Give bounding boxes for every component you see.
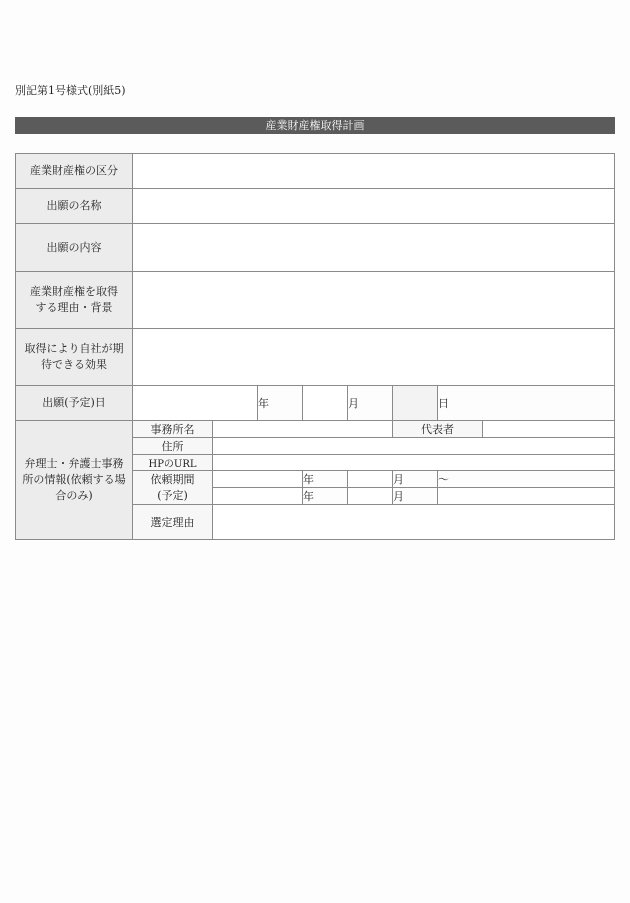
period-separator: ～ bbox=[438, 471, 615, 488]
app-name-label: 出願の名称 bbox=[16, 189, 133, 224]
representative-input[interactable] bbox=[483, 421, 615, 438]
period-end-year-unit: 年 bbox=[303, 488, 348, 505]
attorney-label: 弁理士・弁護士事務所の情報(依頼する場合のみ) bbox=[16, 421, 133, 540]
address-label: 住所 bbox=[133, 438, 213, 455]
reason-label: 産業財産権を取得する理由・背景 bbox=[16, 272, 133, 329]
app-content-label: 出願の内容 bbox=[16, 224, 133, 272]
selection-reason-input[interactable] bbox=[213, 505, 615, 540]
app-date-year-input[interactable] bbox=[133, 386, 258, 421]
office-name-label: 事務所名 bbox=[133, 421, 213, 438]
category-label: 産業財産権の区分 bbox=[16, 154, 133, 189]
period-start-month-unit: 月 bbox=[393, 471, 438, 488]
representative-label: 代表者 bbox=[393, 421, 483, 438]
app-date-day-input[interactable] bbox=[393, 386, 438, 421]
period-end-month-input[interactable] bbox=[348, 488, 393, 505]
app-name-input[interactable] bbox=[133, 189, 615, 224]
period-end-year-input[interactable] bbox=[213, 488, 303, 505]
period-start-month-input[interactable] bbox=[348, 471, 393, 488]
hp-url-input[interactable] bbox=[213, 455, 615, 471]
effect-label: 取得により自社が期待できる効果 bbox=[16, 329, 133, 386]
app-date-month-input[interactable] bbox=[303, 386, 348, 421]
selection-reason-label: 選定理由 bbox=[133, 505, 213, 540]
category-input[interactable] bbox=[133, 154, 615, 189]
hp-url-label: HPのURL bbox=[133, 455, 213, 471]
app-date-label: 出願(予定)日 bbox=[16, 386, 133, 421]
period-end-month-unit: 月 bbox=[393, 488, 438, 505]
month-unit: 月 bbox=[348, 386, 393, 421]
year-unit: 年 bbox=[258, 386, 303, 421]
day-unit: 日 bbox=[438, 386, 615, 421]
period-start-year-input[interactable] bbox=[213, 471, 303, 488]
form-title: 産業財産権取得計画 bbox=[15, 117, 615, 134]
effect-input[interactable] bbox=[133, 329, 615, 386]
address-input[interactable] bbox=[213, 438, 615, 455]
period-end-blank bbox=[438, 488, 615, 505]
plan-table bbox=[15, 153, 615, 540]
period-label: 依頼期間(予定) bbox=[133, 471, 213, 505]
period-start-year-unit: 年 bbox=[303, 471, 348, 488]
app-content-input[interactable] bbox=[133, 224, 615, 272]
office-name-input[interactable] bbox=[213, 421, 393, 438]
reason-input[interactable] bbox=[133, 272, 615, 329]
form-number: 別記第1号様式(別紙5) bbox=[15, 84, 126, 97]
